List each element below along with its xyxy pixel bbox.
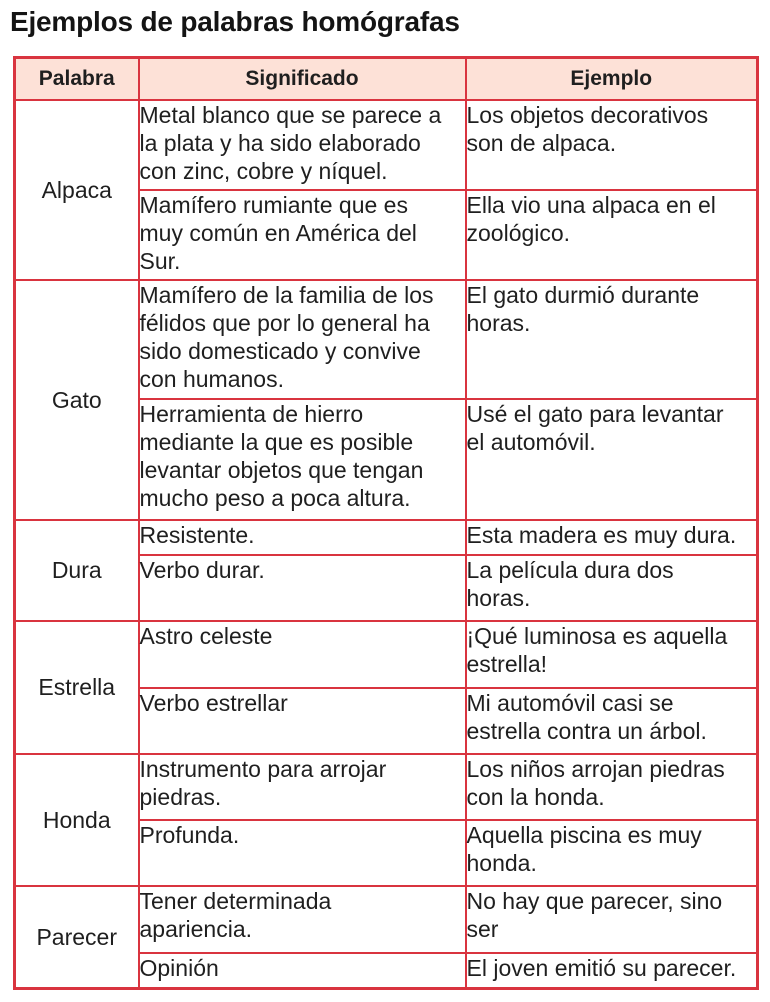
meaning-cell: Mamífero rumiante que es muy común en América del Sur. [139, 190, 466, 280]
example-cell: La película dura dos horas. [466, 555, 758, 621]
meaning-cell: Profunda. [139, 820, 466, 886]
table-row [15, 621, 758, 688]
example-cell: ¡Qué luminosa es aquella estrella! [466, 621, 758, 688]
word-cell-dura: Dura [15, 520, 139, 621]
homographs-table [13, 56, 759, 990]
table-row [15, 100, 758, 190]
header-row [15, 58, 758, 100]
table-row [15, 280, 758, 399]
meaning-cell: Resistente. [139, 520, 466, 555]
meaning-cell: Astro celeste [139, 621, 466, 688]
example-cell: Los objetos decorativos son de alpaca. [466, 100, 758, 190]
meaning-cell: Verbo estrellar [139, 688, 466, 754]
word-cell-estrella: Estrella [15, 621, 139, 754]
header-word: Palabra [15, 58, 139, 100]
table-row [15, 886, 758, 953]
meaning-cell: Instrumento para arrojar piedras. [139, 754, 466, 820]
example-cell: Ella vio una alpaca en el zoológico. [466, 190, 758, 280]
meaning-cell: Metal blanco que se parece a la plata y ha sido elaborado con zinc, cobre y níquel. [139, 100, 466, 190]
example-cell: Los niños arrojan piedras con la honda. [466, 754, 758, 820]
word-cell-gato: Gato [15, 280, 139, 520]
word-cell-honda: Honda [15, 754, 139, 886]
table-row [15, 754, 758, 820]
header-meaning: Significado [139, 58, 466, 100]
example-cell: Esta madera es muy dura. [466, 520, 758, 555]
meaning-cell: Opinión [139, 953, 466, 989]
word-cell-alpaca: Alpaca [15, 100, 139, 280]
meaning-cell: Herramienta de hierro mediante la que es posible levantar objetos que tengan mucho peso a poca altura. [139, 399, 466, 520]
example-cell: Aquella piscina es muy honda. [466, 820, 758, 886]
meaning-cell: Mamífero de la familia de los félidos que por lo general ha sido domesticado y convive con humanos. [139, 280, 466, 399]
meaning-cell: Verbo durar. [139, 555, 466, 621]
word-cell-parecer: Parecer [15, 886, 139, 989]
example-cell: No hay que parecer, sino ser [466, 886, 758, 953]
header-example: Ejemplo [466, 58, 758, 100]
example-cell: El gato durmió durante horas. [466, 280, 758, 399]
table-row [15, 520, 758, 555]
example-cell: El joven emitió su parecer. [466, 953, 758, 989]
meaning-cell: Tener determinada apariencia. [139, 886, 466, 953]
page-title: Ejemplos de palabras homógrafas [10, 6, 460, 37]
example-cell: Usé el gato para levantar el automóvil. [466, 399, 758, 520]
example-cell: Mi automóvil casi se estrella contra un árbol. [466, 688, 758, 754]
